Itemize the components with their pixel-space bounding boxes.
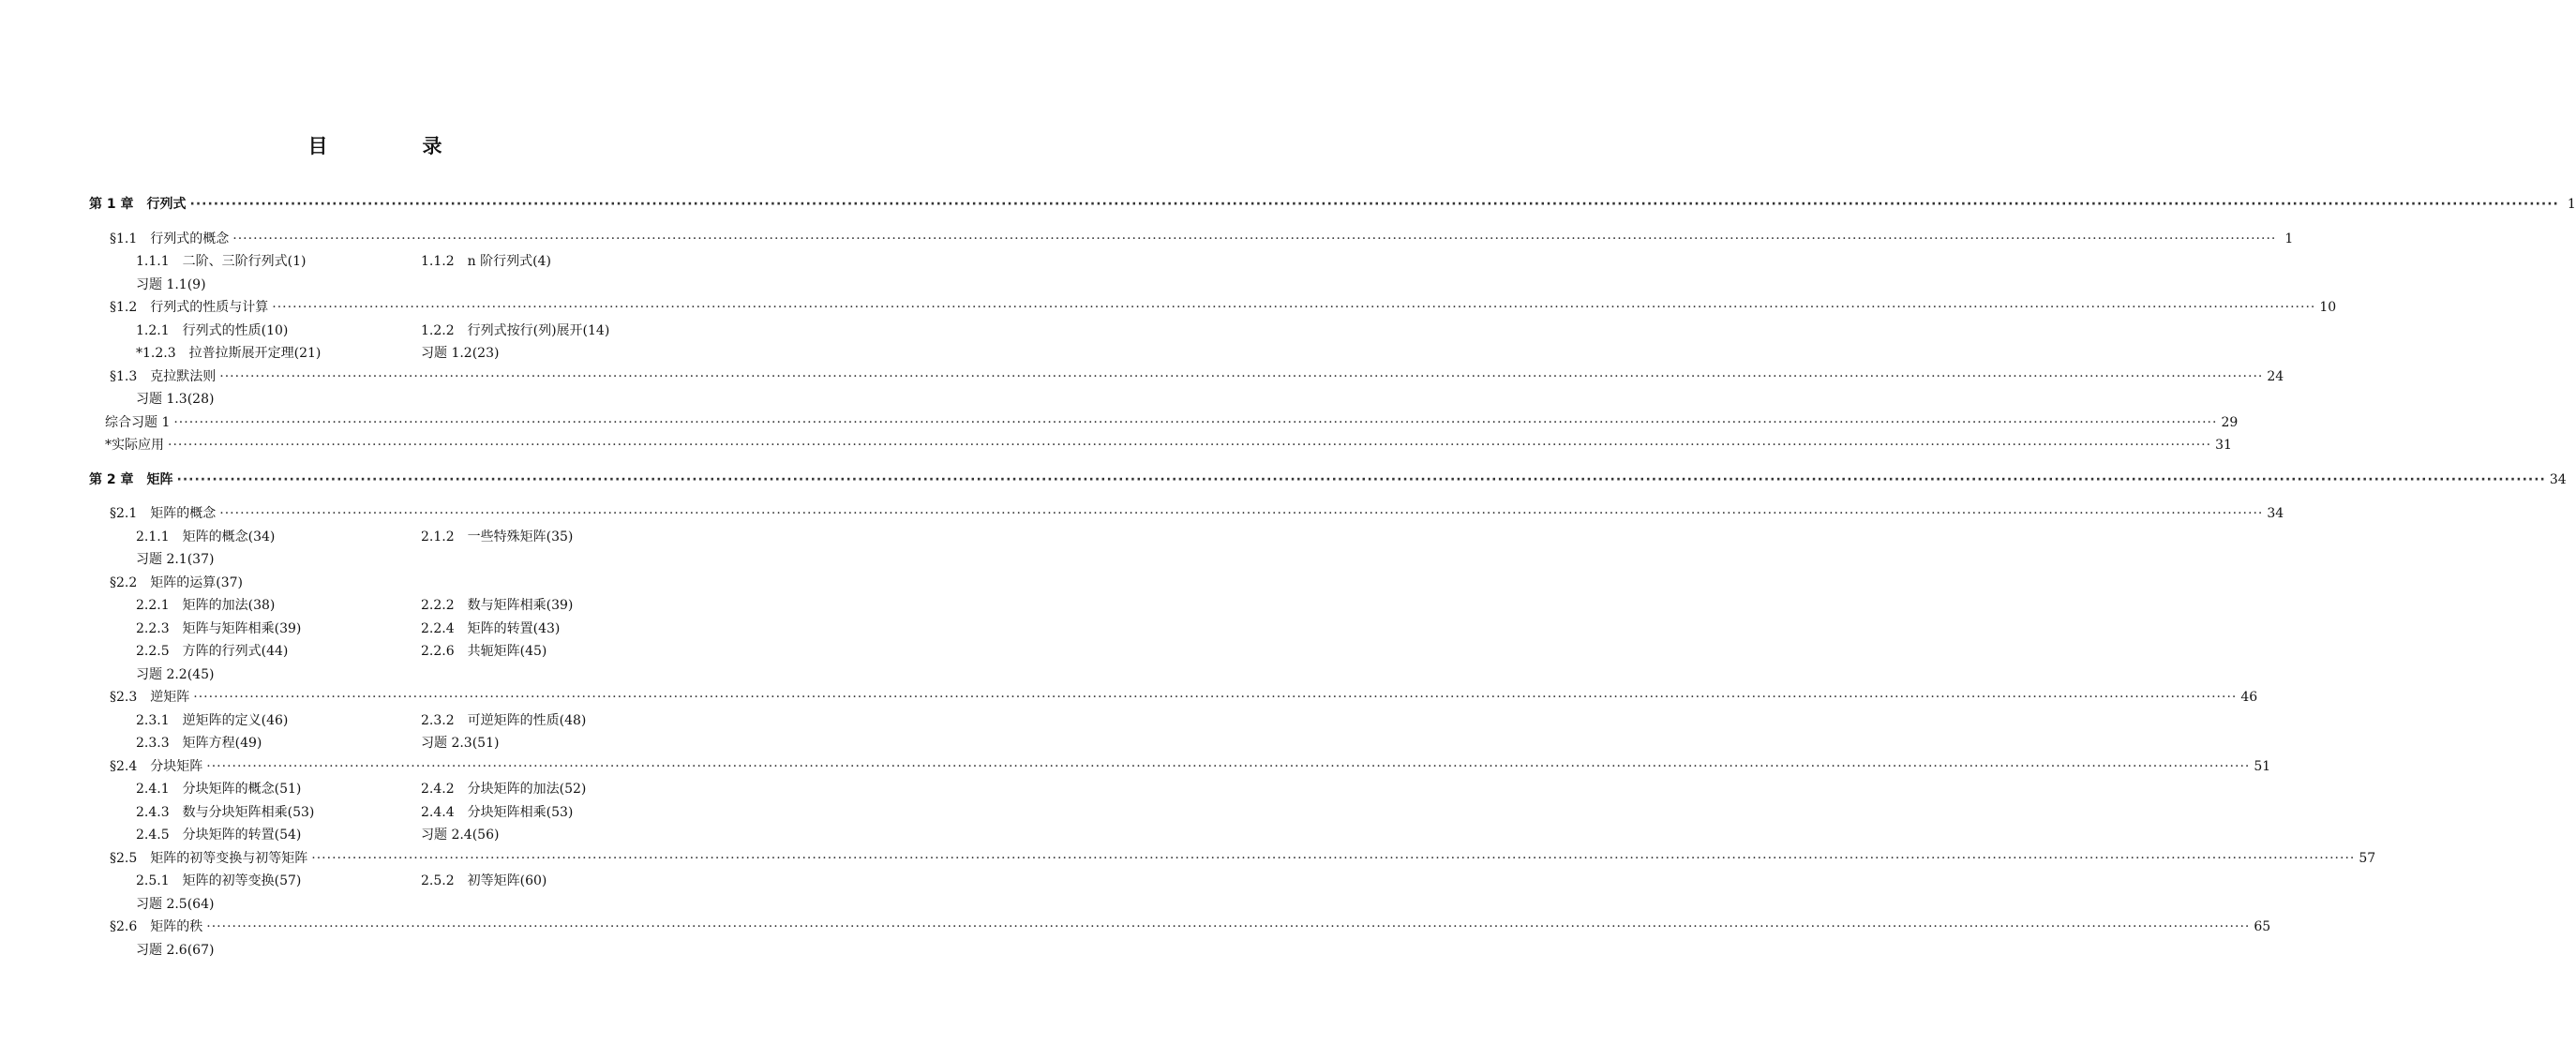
- subsection-row: [0, 640, 750, 664]
- section-entry-label: §1.1 行列式的概念: [110, 231, 230, 246]
- leader-dots: ················································································································································································································································································································································································································: [168, 438, 2212, 453]
- section-entry-label: §2.4 分块矩阵: [110, 758, 203, 774]
- leader-dots: ················································································································································································································································································································································································································: [272, 300, 2316, 315]
- subsection-row: [0, 526, 750, 549]
- subsection-entry: 1.2.1 行列式的性质(10): [136, 322, 289, 338]
- subsection-entry: 习题 2.1(37): [136, 552, 215, 567]
- subsection-entry: 2.2.5 方阵的行列式(44): [136, 644, 289, 659]
- subsection-entry: 习题 2.2(45): [136, 666, 215, 682]
- section-entry-page: 65: [2254, 919, 2271, 934]
- leader-dots: ················································································································································································································································································································································································································: [173, 414, 2218, 430]
- subsection-row: [0, 548, 750, 572]
- subsection-entry: 1.2.2 行列式按行(列)展开(14): [421, 322, 610, 338]
- subsection-entry: *1.2.3 拉普拉斯展开定理(21): [136, 346, 322, 361]
- extra-entry: [0, 434, 2232, 457]
- chapter-entry: [0, 469, 2567, 492]
- section-entry-label: §1.2 行列式的性质与计算: [110, 300, 269, 315]
- extra-entry: [0, 411, 2239, 435]
- subsection-row: [0, 320, 750, 343]
- subsection-entry: 2.3.2 可逆矩阵的性质(48): [421, 712, 587, 728]
- subsection-row: [0, 250, 750, 274]
- leader-dots: ················································································································································································································································································································································································································: [219, 506, 2264, 521]
- subsection-entry: 习题 2.3(51): [421, 736, 500, 751]
- leader-dots: ················································································································································································································································································································································································································: [176, 471, 2546, 487]
- page-title: 目 录: [307, 135, 480, 157]
- section-entry: [0, 755, 2271, 779]
- subsection-row: [0, 778, 750, 801]
- extra-entry-page: 31: [2215, 438, 2232, 453]
- section-entry-page: 57: [2359, 850, 2376, 866]
- subsection-entry: 习题 2.4(56): [421, 828, 500, 843]
- section-entry-label: §2.1 矩阵的概念: [110, 506, 217, 521]
- chapter-entry-page: 1: [2567, 197, 2576, 212]
- subsection-row: [0, 893, 750, 917]
- section-entry: [0, 916, 2271, 939]
- chapter-entry-label: 第 2 章 矩阵: [89, 471, 173, 487]
- subsection-row: [0, 939, 750, 962]
- subsection-entry: 2.5.1 矩阵的初等变换(57): [136, 873, 302, 888]
- subsection-entry: 2.2.4 矩阵的转置(43): [421, 620, 561, 636]
- subsection-entry: 2.3.1 逆矩阵的定义(46): [136, 712, 289, 728]
- section-entry: [0, 502, 2284, 526]
- subsection-entry: 2.3.3 矩阵方程(49): [136, 736, 262, 751]
- subsection-row: [0, 664, 750, 687]
- chapter-entry-page: 34: [2549, 471, 2567, 487]
- subsection-row: [0, 388, 750, 411]
- section-entry-label: §1.3 克拉默法则: [110, 368, 217, 384]
- subsection-entry: 习题 1.2(23): [421, 346, 500, 361]
- section-entry-page: 1: [2284, 231, 2294, 246]
- subsection-row: [0, 824, 750, 847]
- leader-dots: ················································································································································································································································································································································································································: [206, 758, 2251, 774]
- subsection-entry: 2.4.4 分块矩阵相乘(53): [421, 804, 574, 820]
- section-entry: [0, 296, 2337, 320]
- subsection-row: [0, 594, 750, 618]
- subsection-entry: 2.1.1 矩阵的概念(34): [136, 529, 276, 544]
- section-entry-label: §2.5 矩阵的初等变换与初等矩阵: [110, 850, 308, 866]
- subsection-row: [0, 801, 750, 825]
- section-entry-page: 51: [2254, 758, 2271, 774]
- subsection-row: [0, 618, 750, 641]
- section-entry-page: 46: [2240, 690, 2258, 705]
- subsection-entry: 1.1.2 n 阶行列式(4): [421, 254, 551, 269]
- extra-entry-label: *实际应用: [105, 438, 164, 453]
- section-entry-label: §2.6 矩阵的秩: [110, 919, 203, 934]
- subsection-row: [0, 709, 750, 733]
- section-entry-label: §2.3 逆矩阵: [110, 690, 190, 705]
- leader-dots: ················································································································································································································································································································································································································: [189, 197, 2559, 212]
- subsection-entry: 习题 1.1(9): [136, 276, 206, 292]
- subsection-entry: 习题 2.6(67): [136, 942, 215, 958]
- section-entry: [0, 228, 2294, 251]
- section-entry: [0, 686, 2258, 709]
- chapter-entry: [0, 193, 2576, 216]
- chapter-entry-label: 第 1 章 行列式: [89, 197, 187, 212]
- subsection-row: [0, 870, 750, 893]
- subsection-entry: 习题 2.5(64): [136, 896, 215, 912]
- table-of-contents: [0, 193, 2576, 962]
- leader-dots: ················································································································································································································································································································································································································: [311, 850, 2356, 866]
- section-entry-page: 10: [2319, 300, 2337, 315]
- extra-entry-label: 综合习题 1: [105, 414, 171, 430]
- subsection-entry: 2.4.5 分块矩阵的转置(54): [136, 828, 302, 843]
- extra-entry-page: 29: [2221, 414, 2239, 430]
- leader-dots: ················································································································································································································································································································································································································: [206, 919, 2251, 934]
- subsection-row: [0, 342, 750, 365]
- subsection-entry: 2.4.2 分块矩阵的加法(52): [421, 782, 587, 797]
- section-entry-label: §2.2 矩阵的运算(37): [110, 574, 244, 590]
- section-entry: [0, 572, 750, 595]
- subsection-entry: 1.1.1 二阶、三阶行列式(1): [136, 254, 307, 269]
- subsection-entry: 2.2.1 矩阵的加法(38): [136, 598, 276, 613]
- subsection-entry: 2.4.3 数与分块矩阵相乘(53): [136, 804, 315, 820]
- subsection-entry: 2.5.2 初等矩阵(60): [421, 873, 547, 888]
- section-entry-page: 34: [2267, 506, 2284, 521]
- subsection-entry: 2.4.1 分块矩阵的概念(51): [136, 782, 302, 797]
- leader-dots: ················································································································································································································································································································································································································: [232, 231, 2277, 246]
- subsection-entry: 2.2.2 数与矩阵相乘(39): [421, 598, 574, 613]
- subsection-entry: 2.2.3 矩阵与矩阵相乘(39): [136, 620, 302, 636]
- section-entry-page: 24: [2267, 368, 2284, 384]
- section-entry: [0, 847, 2376, 871]
- section-entry: [0, 365, 2284, 389]
- subsection-row: [0, 274, 750, 297]
- subsection-entry: 2.1.2 一些特殊矩阵(35): [421, 529, 574, 544]
- leader-dots: ················································································································································································································································································································································································································: [193, 690, 2238, 705]
- subsection-entry: 习题 1.3(28): [136, 392, 215, 407]
- subsection-entry: 2.2.6 共轭矩阵(45): [421, 644, 547, 659]
- subsection-row: [0, 732, 750, 755]
- leader-dots: ················································································································································································································································································································································································································: [219, 368, 2264, 384]
